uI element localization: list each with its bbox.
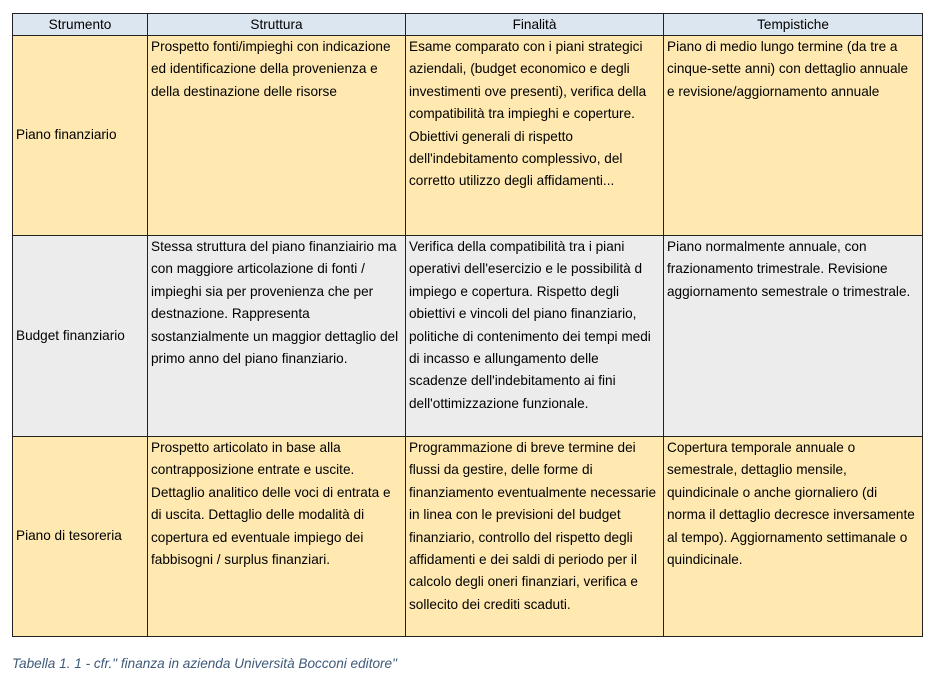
cell-struttura: Stessa struttura del piano finanziairio ma con maggiore articolazione di fonti / impieghi sia per provenienza che per destnazione. Rappresenta sostanzialmente un maggior dettaglio del primo anno del piano finanziario. xyxy=(148,236,406,437)
header-finalita: Finalità xyxy=(406,14,664,36)
cell-strumento: Budget finanziario xyxy=(13,236,148,437)
cell-tempistiche: Piano di medio lungo termine (da tre a cinque-sette anni) con dettaglio annuale e revisione/aggiornamento annuale xyxy=(664,36,923,236)
cell-finalita: Verifica della compatibilità tra i piani operativi dell'esercizio e le possibilità d impiego e copertura. Rispetto degli obiettivi e vincoli del piano finanziario, politiche di contenimento dei tempi medi di incasso e allungamento delle scadenze dell'indebitamento ai fini dell'ottimizzazione funzionale. xyxy=(406,236,664,437)
cell-tempistiche: Piano normalmente annuale, con frazionamento trimestrale. Revisione aggiornamento semestrale o trimestrale. xyxy=(664,236,923,437)
header-tempistiche: Tempistiche xyxy=(664,14,923,36)
table-row xyxy=(13,36,923,236)
cell-finalita: Esame comparato con i piani strategici aziendali, (budget economico e degli investimenti ove presenti), verifica della compatibilità tra impieghi e coperture. Obiettivi generali di rispetto dell'indebitamento complessivo, del corretto utilizzo degli affidamenti... xyxy=(406,36,664,236)
table-caption: Tabella 1. 1 - cfr." finanza in azienda Università Bocconi editore" xyxy=(12,656,397,671)
cell-tempistiche: Copertura temporale annuale o semestrale, dettaglio mensile, quindicinale o anche giornaliero (di norma il dettaglio decresce inversamente al tempo). Aggiornamento settimanale o quindicinale. xyxy=(664,437,923,637)
financial-tools-table xyxy=(12,13,923,637)
table-row xyxy=(13,236,923,437)
cell-struttura: Prospetto fonti/impieghi con indicazione ed identificazione della provenienza e della destinazione delle risorse xyxy=(148,36,406,236)
cell-strumento: Piano finanziario xyxy=(13,36,148,236)
cell-struttura: Prospetto articolato in base alla contrapposizione entrate e uscite. Dettaglio analitico delle voci di entrata e di uscita. Dettaglio delle modalità di copertura ed eventuale impiego dei fabbisogni / surplus finanziari. xyxy=(148,437,406,637)
table-row xyxy=(13,437,923,637)
cell-strumento: Piano di tesoreria xyxy=(13,437,148,637)
table-header-row xyxy=(13,14,923,36)
header-strumento: Strumento xyxy=(13,14,148,36)
header-struttura: Struttura xyxy=(148,14,406,36)
cell-finalita: Programmazione di breve termine dei flussi da gestire, delle forme di finanziamento eventualmente necessarie in linea con le previsioni del budget finanziario, controllo del rispetto degli affidamenti e dei saldi di periodo per il calcolo degli oneri finanziari, verifica e sollecito dei crediti scaduti. xyxy=(406,437,664,637)
